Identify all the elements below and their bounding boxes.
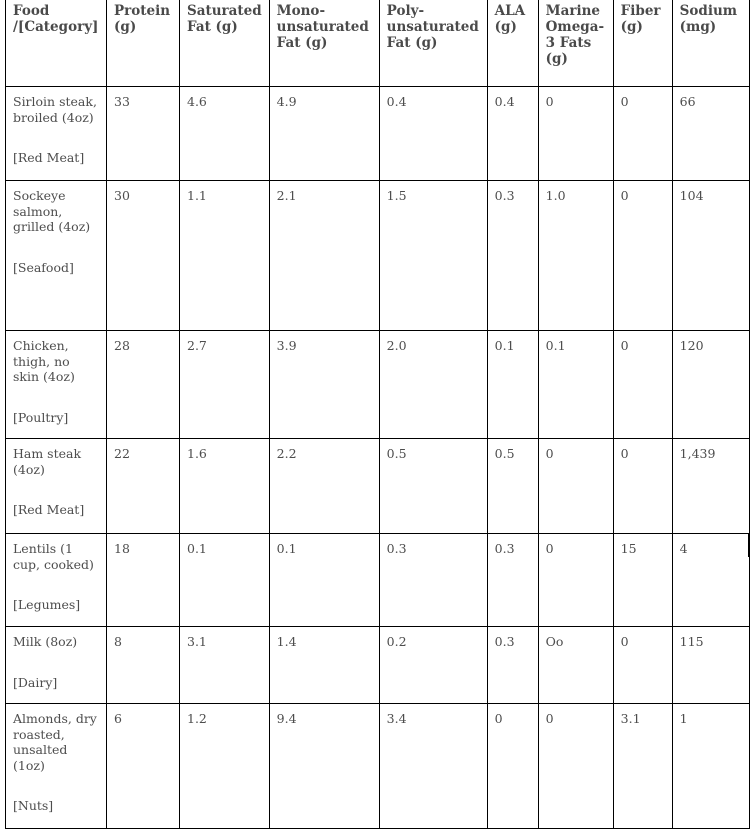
food-cell	[6, 331, 107, 439]
food-name: Chicken, thigh, no skin (4oz)	[13, 338, 75, 384]
marine-omega3-cell: 1.0	[538, 181, 613, 331]
marine-omega3-cell: 0	[538, 439, 613, 534]
header-marine-omega3: Marine Omega-3 Fats (g)	[538, 0, 613, 87]
food-cell	[6, 439, 107, 534]
food-name: Milk (8oz)	[13, 634, 78, 649]
ala-cell: 0.3	[487, 181, 538, 331]
saturated-fat-cell: 1.1	[180, 181, 270, 331]
protein-cell: 28	[107, 331, 180, 439]
table-row	[6, 439, 750, 534]
fiber-cell: 0	[613, 331, 672, 439]
header-mono-fat: Mono-unsaturated Fat (g)	[269, 0, 379, 87]
sodium-cell: 4	[672, 534, 749, 627]
marine-omega3-cell: 0.1	[538, 331, 613, 439]
header-poly-fat: Poly-unsaturated Fat (g)	[379, 0, 487, 87]
ala-cell: 0	[487, 704, 538, 829]
mono-fat-cell: 4.9	[269, 87, 379, 181]
table-row	[6, 87, 750, 181]
food-name: Sockeye salmon, grilled (4oz)	[13, 188, 91, 234]
header-protein: Protein (g)	[107, 0, 180, 87]
table-row	[6, 534, 750, 627]
header-sodium: Sodium (mg)	[672, 0, 749, 87]
header-saturated-fat: Saturated Fat (g)	[180, 0, 270, 87]
food-category: [Legumes]	[13, 597, 81, 612]
saturated-fat-cell: 1.2	[180, 704, 270, 829]
poly-fat-cell: 3.4	[379, 704, 487, 829]
protein-cell: 6	[107, 704, 180, 829]
sodium-cell: 1	[672, 704, 749, 829]
border-artifact	[748, 533, 750, 557]
saturated-fat-cell: 2.7	[180, 331, 270, 439]
mono-fat-cell: 9.4	[269, 704, 379, 829]
fiber-cell: 0	[613, 627, 672, 704]
mono-fat-cell: 0.1	[269, 534, 379, 627]
ala-cell: 0.3	[487, 627, 538, 704]
food-name: Almonds, dry roasted, unsalted (1oz)	[13, 711, 97, 773]
food-name: Lentils (1 cup, cooked)	[13, 541, 94, 572]
protein-cell: 33	[107, 87, 180, 181]
marine-omega3-cell: 0	[538, 87, 613, 181]
sodium-cell: 115	[672, 627, 749, 704]
header-row	[6, 0, 750, 87]
header-food: Food /[Category]	[6, 0, 107, 87]
food-cell	[6, 627, 107, 704]
protein-cell: 22	[107, 439, 180, 534]
ala-cell: 0.4	[487, 87, 538, 181]
protein-cell: 18	[107, 534, 180, 627]
fiber-cell: 3.1	[613, 704, 672, 829]
poly-fat-cell: 1.5	[379, 181, 487, 331]
poly-fat-cell: 0.4	[379, 87, 487, 181]
fiber-cell: 15	[613, 534, 672, 627]
food-cell	[6, 181, 107, 331]
ala-cell: 0.3	[487, 534, 538, 627]
food-cell	[6, 534, 107, 627]
food-cell	[6, 704, 107, 829]
table-row	[6, 331, 750, 439]
protein-cell: 30	[107, 181, 180, 331]
protein-cell: 8	[107, 627, 180, 704]
marine-omega3-cell: Oo	[538, 627, 613, 704]
table-row	[6, 181, 750, 331]
food-category: [Seafood]	[13, 259, 74, 275]
header-ala: ALA (g)	[487, 0, 538, 87]
fiber-cell: 0	[613, 439, 672, 534]
mono-fat-cell: 3.9	[269, 331, 379, 439]
saturated-fat-cell: 0.1	[180, 534, 270, 627]
mono-fat-cell: 1.4	[269, 627, 379, 704]
poly-fat-cell: 2.0	[379, 331, 487, 439]
sodium-cell: 104	[672, 181, 749, 331]
mono-fat-cell: 2.1	[269, 181, 379, 331]
food-category: [Nuts]	[13, 798, 54, 813]
food-name: Ham steak (4oz)	[13, 446, 82, 477]
fiber-cell: 0	[613, 181, 672, 331]
saturated-fat-cell: 3.1	[180, 627, 270, 704]
fiber-cell: 0	[613, 87, 672, 181]
saturated-fat-cell: 1.6	[180, 439, 270, 534]
food-category: [Red Meat]	[13, 502, 85, 517]
sodium-cell: 120	[672, 331, 749, 439]
saturated-fat-cell: 4.6	[180, 87, 270, 181]
poly-fat-cell: 0.5	[379, 439, 487, 534]
sodium-cell: 66	[672, 87, 749, 181]
food-category: [Poultry]	[13, 409, 69, 425]
food-category: [Dairy]	[13, 674, 58, 690]
food-category: [Red Meat]	[13, 150, 85, 165]
marine-omega3-cell: 0	[538, 704, 613, 829]
ala-cell: 0.5	[487, 439, 538, 534]
nutrition-table	[5, 0, 750, 829]
marine-omega3-cell: 0	[538, 534, 613, 627]
sodium-cell: 1,439	[672, 439, 749, 534]
table-row	[6, 704, 750, 829]
mono-fat-cell: 2.2	[269, 439, 379, 534]
poly-fat-cell: 0.2	[379, 627, 487, 704]
food-name: Sirloin steak, broiled (4oz)	[13, 94, 97, 125]
food-cell	[6, 87, 107, 181]
table-row	[6, 627, 750, 704]
ala-cell: 0.1	[487, 331, 538, 439]
poly-fat-cell: 0.3	[379, 534, 487, 627]
header-fiber: Fiber (g)	[613, 0, 672, 87]
